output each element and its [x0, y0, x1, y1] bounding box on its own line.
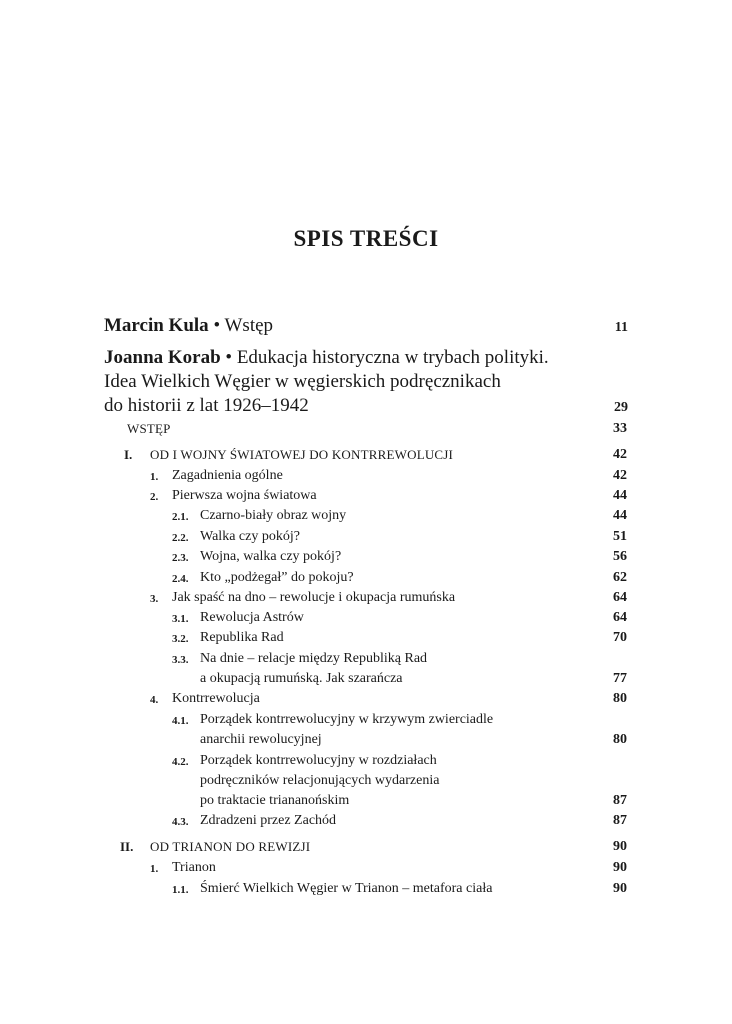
toc-row-text: OD TRIANON DO REWIZJI	[150, 839, 311, 854]
toc-row-text: Na dnie – relacje między Republiką Rad	[200, 651, 428, 666]
toc-row-page: 42	[613, 447, 627, 462]
toc-row-text: Kto „podżegał” do pokoju?	[200, 570, 354, 585]
toc-row-wstep[interactable]	[0, 419, 627, 439]
toc-row-page: 87	[613, 813, 627, 828]
entry-title-line: do historii z lat 1926–1942	[104, 395, 309, 416]
toc-row-text: podręczników relacjonujących wydarzenia	[200, 773, 440, 788]
page-title: SPIS TREŚCI	[293, 226, 439, 251]
toc-row-part-ii[interactable]	[0, 837, 627, 857]
toc-row-continuation[interactable]	[0, 669, 627, 689]
entry-separator: •	[220, 347, 237, 368]
toc-row[interactable]	[0, 811, 627, 831]
toc-row[interactable]	[0, 588, 627, 608]
entry-title-line: Idea Wielkich Węgier w węgierskich podręcznikach	[104, 371, 501, 392]
toc-row[interactable]	[0, 879, 627, 899]
toc-row-text: Porządek kontrrewolucyjny w krzywym zwierciadle	[200, 712, 494, 727]
toc-row-text: Rewolucja Astrów	[200, 610, 304, 625]
toc-row-number: 2.2.	[172, 532, 189, 544]
toc-row[interactable]	[0, 649, 627, 669]
toc-row[interactable]	[0, 628, 627, 648]
toc-row[interactable]	[0, 858, 627, 878]
toc-row[interactable]	[0, 547, 627, 567]
toc-row-number: 2.3.	[172, 552, 189, 564]
toc-row-text: anarchii rewolucyjnej	[200, 732, 322, 747]
toc-row-text: po traktacie triananońskim	[200, 793, 350, 808]
toc-row-number: 4.1.	[172, 715, 189, 727]
entry-title: Wstęp	[224, 315, 274, 336]
toc-row-number: I.	[124, 447, 133, 462]
toc-row[interactable]	[0, 608, 627, 628]
toc-row-text: Czarno-biały obraz wojny	[200, 508, 347, 523]
toc-row-text: OD I WOJNY ŚWIATOWEJ DO KONTRREWOLUCJI	[150, 447, 454, 462]
toc-row-page: 64	[613, 590, 627, 605]
toc-row-text: WSTĘP	[127, 421, 171, 436]
toc-row-text: Walka czy pokój?	[200, 529, 300, 544]
toc-row-page: 90	[613, 881, 627, 896]
toc-row-number: II.	[120, 839, 134, 854]
toc-row-text: a okupacją rumuńską. Jak szarańcza	[200, 671, 403, 686]
entry-separator: •	[208, 315, 225, 336]
toc-row[interactable]	[0, 689, 627, 709]
toc-row-page: 80	[613, 732, 627, 747]
toc-row-page: 87	[613, 793, 627, 808]
toc-row-continuation[interactable]	[0, 791, 627, 811]
toc-row-number: 1.	[150, 863, 159, 875]
toc-row-text: Zagadnienia ogólne	[172, 468, 283, 483]
toc-row-number: 4.3.	[172, 816, 189, 828]
toc-row-page: 64	[613, 610, 627, 625]
toc-row-text: Śmierć Wielkich Węgier w Trianon – metafora ciała	[200, 881, 493, 896]
toc-row-page: 33	[613, 421, 627, 436]
toc-row-text: Zdradzeni przez Zachód	[200, 813, 337, 828]
toc-row-number: 2.1.	[172, 511, 189, 523]
toc-row-page: 42	[613, 468, 627, 483]
toc-entry-korab[interactable]	[104, 346, 628, 418]
entry-author: Joanna Korab	[104, 347, 221, 368]
toc-row[interactable]	[0, 527, 627, 547]
toc-row[interactable]	[0, 466, 627, 486]
toc-row-number: 3.2.	[172, 633, 189, 645]
toc-row-page: 70	[613, 630, 627, 645]
entry-title-line: Edukacja historyczna w trybach polityki.	[236, 347, 549, 368]
toc-row-number: 3.3.	[172, 654, 189, 666]
toc-row[interactable]	[0, 710, 627, 730]
toc-entry-kula[interactable]	[104, 314, 628, 338]
toc-row-page: 90	[613, 860, 627, 875]
toc-row-continuation[interactable]	[0, 730, 627, 750]
toc-row-number: 3.	[150, 593, 159, 605]
toc-row-page: 80	[613, 691, 627, 706]
toc-row[interactable]	[0, 486, 627, 506]
toc-row-number: 1.	[150, 471, 159, 483]
toc-row[interactable]	[0, 751, 627, 771]
toc-row-number: 2.4.	[172, 573, 189, 585]
toc-row-number: 1.1.	[172, 884, 189, 896]
toc-row[interactable]	[0, 568, 627, 588]
toc-row[interactable]	[0, 506, 627, 526]
toc-row-text: Jak spaść na dno – rewolucje i okupacja rumuńska	[172, 590, 456, 605]
toc-row-part-i[interactable]	[0, 445, 627, 465]
toc-row-number: 4.2.	[172, 756, 189, 768]
toc-row-text: Wojna, walka czy pokój?	[200, 549, 342, 564]
toc-row-text: Kontrrewolucja	[172, 691, 260, 706]
toc-row-page: 56	[613, 549, 627, 564]
toc-row-page: 44	[613, 508, 627, 523]
entry-author: Marcin Kula	[104, 315, 209, 336]
toc-row-number: 3.1.	[172, 613, 189, 625]
toc-row-page: 51	[613, 529, 627, 544]
toc-row-page: 90	[613, 839, 627, 854]
toc-row-page: 44	[613, 488, 627, 503]
toc-row-page: 62	[613, 570, 627, 585]
toc-row-text: Pierwsza wojna światowa	[172, 488, 317, 503]
entry-page: 29	[614, 400, 628, 415]
toc-row-continuation[interactable]	[0, 771, 627, 791]
toc-row-number: 4.	[150, 694, 159, 706]
toc-row-text: Porządek kontrrewolucyjny w rozdziałach	[200, 753, 437, 768]
toc-row-text: Trianon	[172, 860, 216, 875]
toc-row-number: 2.	[150, 491, 159, 503]
toc-row-text: Republika Rad	[200, 630, 284, 645]
entry-page: 11	[614, 320, 628, 335]
toc-row-page: 77	[613, 671, 627, 686]
